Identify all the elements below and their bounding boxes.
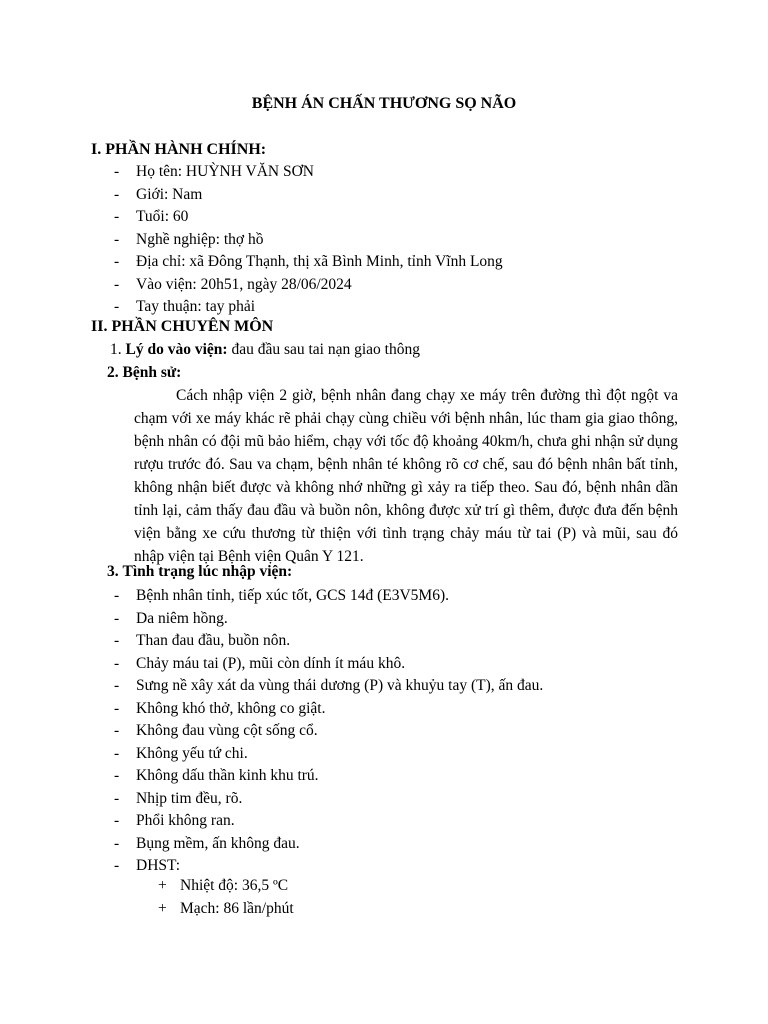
list-item: - Không đau vùng cột sống cổ. <box>114 720 543 743</box>
reason-label: Lý do vào viện: <box>125 341 228 358</box>
list-item: - DHST: <box>114 855 543 878</box>
list-item: - Nghề nghiệp: thợ hồ <box>114 229 503 252</box>
history-paragraph <box>134 384 678 568</box>
list-item: - Tay thuận: tay phải <box>114 296 503 319</box>
list-item: - Vào viện: 20h51, ngày 28/06/2024 <box>114 274 503 297</box>
admission-label: Tình trạng lúc nhập viện: <box>122 563 293 580</box>
list-item: - Phổi không ran. <box>114 810 543 833</box>
item-number: 1. <box>110 341 122 358</box>
list-item: - Bệnh nhân tỉnh, tiếp xúc tốt, GCS 14đ (E3V5M6). <box>114 585 543 608</box>
list-item: - Than đau đầu, buồn nôn. <box>114 630 543 653</box>
list-item: - Sưng nề xây xát da vùng thái dương (P) và khuỷu tay (T), ấn đau. <box>114 675 543 698</box>
history-heading <box>107 364 181 382</box>
list-item: - Bụng mềm, ấn không đau. <box>114 833 543 856</box>
item-number: 2. <box>107 364 119 381</box>
history-label: Bệnh sử: <box>122 364 182 381</box>
reason-for-admission <box>110 341 420 359</box>
vital-signs-list <box>158 874 294 920</box>
list-item: - Da niêm hồng. <box>114 608 543 631</box>
admission-status-heading <box>107 563 292 581</box>
list-item: - Tuổi: 60 <box>114 206 503 229</box>
list-item: - Chảy máu tai (P), mũi còn dính ít máu khô. <box>114 653 543 676</box>
list-item: - Giới: Nam <box>114 184 503 207</box>
admission-status-list <box>114 585 543 878</box>
section-heading-administrative: I. PHẦN HÀNH CHÍNH: <box>91 141 267 158</box>
list-item: - Họ tên: HUỲNH VĂN SƠN <box>114 161 503 184</box>
list-item: - Địa chỉ: xã Đông Thạnh, thị xã Bình Minh, tỉnh Vĩnh Long <box>114 251 503 274</box>
list-item: - Không dấu thần kinh khu trú. <box>114 765 543 788</box>
list-item: - Không yếu tứ chi. <box>114 743 543 766</box>
list-item: - Nhịp tim đều, rõ. <box>114 788 543 811</box>
item-number: 3. <box>107 563 119 580</box>
reason-text: đau đầu sau tai nạn giao thông <box>227 341 420 358</box>
history-text: Cách nhập viện 2 giờ, bệnh nhân đang chạy xe máy trên đường thì đột ngột va chạm với xe máy khác rẽ phải chạy cùng chiều với bệnh nhân, lúc tham gia giao thông, bệnh nhân có đội mũ bảo hiểm, chạy với tốc độ khoảng 40km/h, chưa ghi nhận sử dụng rượu trước đó. Sau va chạm, bệnh nhân té không rõ cơ chế, sau đó bệnh nhân bất tỉnh, không nhận biết được và không nhớ những gì xảy ra tiếp theo. Sau đó, bệnh nhân dần tỉnh lại, cảm thấy đau đầu và buồn nôn, không được xử trí gì thêm, được đưa đến bệnh viện bằng xe cứu thương từ thiện với tình trạng chảy máu từ tai (P) và mũi, sau đó nhập viện tại Bệnh viện Quân Y 121. <box>134 387 678 565</box>
vital-sign-item: + Mạch: 86 lần/phút <box>158 897 294 920</box>
vital-sign-item: + Nhiệt độ: 36,5 ºC <box>158 874 294 897</box>
document-title: BỆNH ÁN CHẤN THƯƠNG SỌ NÃO <box>251 95 517 112</box>
administrative-list <box>114 161 503 319</box>
list-item: - Không khó thở, không co giật. <box>114 698 543 721</box>
section-heading-professional: II. PHẦN CHUYÊN MÔN <box>91 318 274 335</box>
